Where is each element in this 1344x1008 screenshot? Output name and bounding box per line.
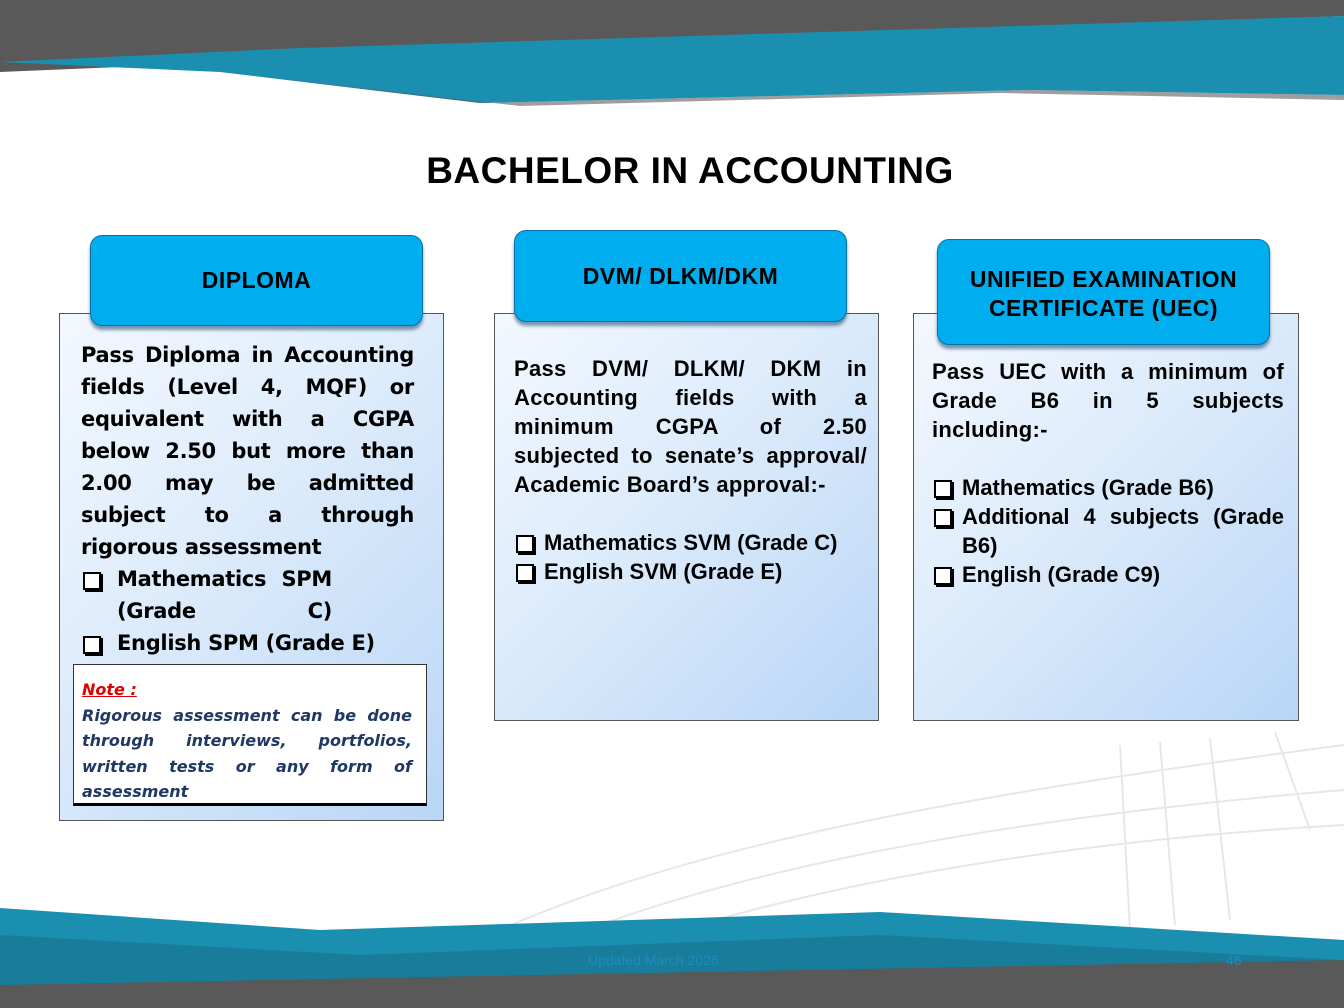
list-item: English SPM (Grade E)	[81, 627, 414, 659]
diploma-subject-list	[81, 563, 414, 659]
slide-title: BACHELOR IN ACCOUNTING	[426, 150, 954, 191]
uec-heading-tab	[937, 239, 1270, 345]
list-item: Mathematics SPM (Grade C)	[81, 563, 414, 627]
checkbox-bullet-icon	[516, 535, 534, 553]
checkbox-bullet-icon	[83, 636, 101, 654]
uec-requirements	[932, 357, 1284, 589]
diploma-paragraph: Pass Diploma in Accounting fields (Level 4, MQF) or equivalent with a CGPA below 2.50 but more than 2.00 may be admitted subject to a through rigorous assessment	[81, 343, 414, 559]
footer-updated-date: Updated March 2026	[588, 952, 719, 968]
checkbox-bullet-icon	[934, 509, 952, 527]
assessment-note	[73, 664, 427, 806]
diploma-heading: DIPLOMA	[201, 267, 312, 293]
dvm-heading-tab	[514, 230, 847, 322]
list-item: Additional 4 subjects (Grade B6)	[932, 502, 1284, 560]
checkbox-bullet-icon	[934, 480, 952, 498]
uec-heading: UNIFIED EXAMINATION CERTIFICATE (UEC)	[969, 266, 1238, 321]
note-text: Rigorous assessment can be done through interviews, portfolios, written tests or any form of assessment	[82, 705, 412, 801]
page-number: 46	[1226, 952, 1242, 968]
dvm-subject-list	[514, 528, 867, 586]
checkbox-bullet-icon	[83, 572, 101, 590]
list-item: Mathematics SVM (Grade C)	[514, 528, 867, 557]
diploma-heading-tab	[90, 235, 423, 326]
dvm-requirements	[514, 354, 867, 586]
uec-paragraph: Pass UEC with a minimum of Grade B6 in 5 subjects including:-	[932, 359, 1284, 442]
diploma-requirements	[81, 339, 414, 659]
list-item: Mathematics (Grade B6)	[932, 473, 1284, 502]
uec-subject-list	[932, 473, 1284, 589]
note-label: Note :	[82, 680, 137, 699]
dvm-paragraph: Pass DVM/ DLKM/ DKM in Accounting fields with a minimum CGPA of 2.50 subjected to senate’s approval/ Academic Board’s approval:-	[514, 356, 867, 497]
list-item: English SVM (Grade E)	[514, 557, 867, 586]
list-item: English (Grade C9)	[932, 560, 1284, 589]
checkbox-bullet-icon	[516, 564, 534, 582]
checkbox-bullet-icon	[934, 567, 952, 585]
dvm-heading: DVM/ DLKM/DKM	[582, 262, 779, 289]
